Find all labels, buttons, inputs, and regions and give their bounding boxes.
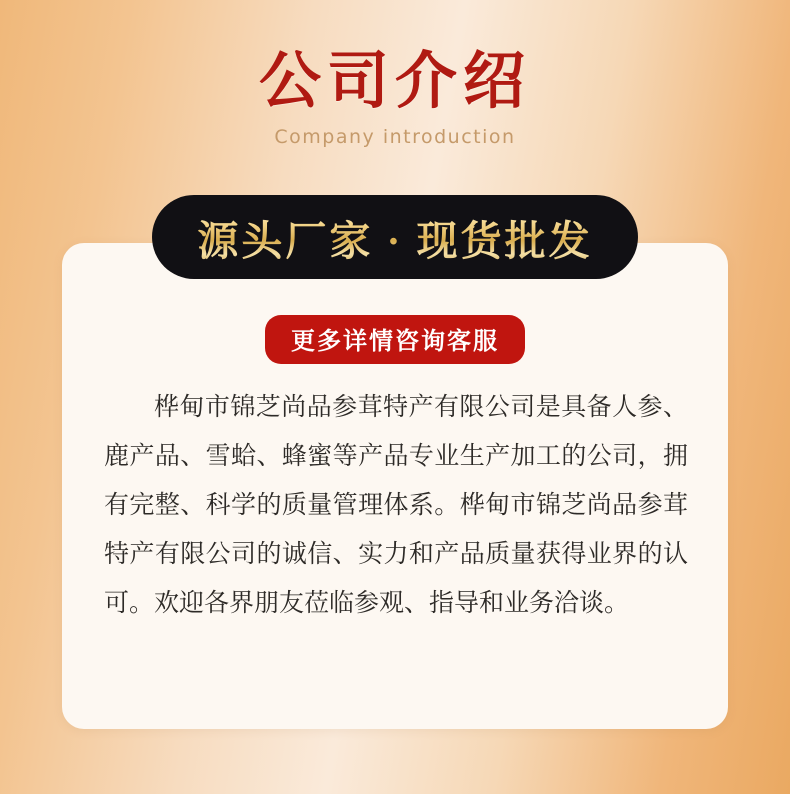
primary-badge-label: 源头厂家 · 现货批发 bbox=[197, 208, 592, 267]
company-description: 桦甸市锦芝尚品参茸特产有限公司是具备人参、鹿产品、雪蛤、蜂蜜等产品专业生产加工的公司，拥有完整、科学的质量管理体系。桦甸市锦芝尚品参茸特产有限公司的诚信、实力和产品质量获得业界的认可。欢迎各界朋友莅临参观、指导和业务洽谈。 bbox=[104, 393, 688, 617]
page-subtitle: Company introduction bbox=[274, 126, 516, 149]
secondary-badge-container bbox=[62, 315, 728, 364]
intro-card bbox=[62, 217, 728, 729]
page-title: 公司介绍 bbox=[258, 48, 531, 116]
contact-service-badge[interactable]: 更多详情咨询客服 bbox=[265, 315, 525, 364]
primary-badge bbox=[152, 195, 638, 279]
page-header bbox=[0, 0, 790, 148]
primary-badge-container bbox=[62, 195, 728, 279]
